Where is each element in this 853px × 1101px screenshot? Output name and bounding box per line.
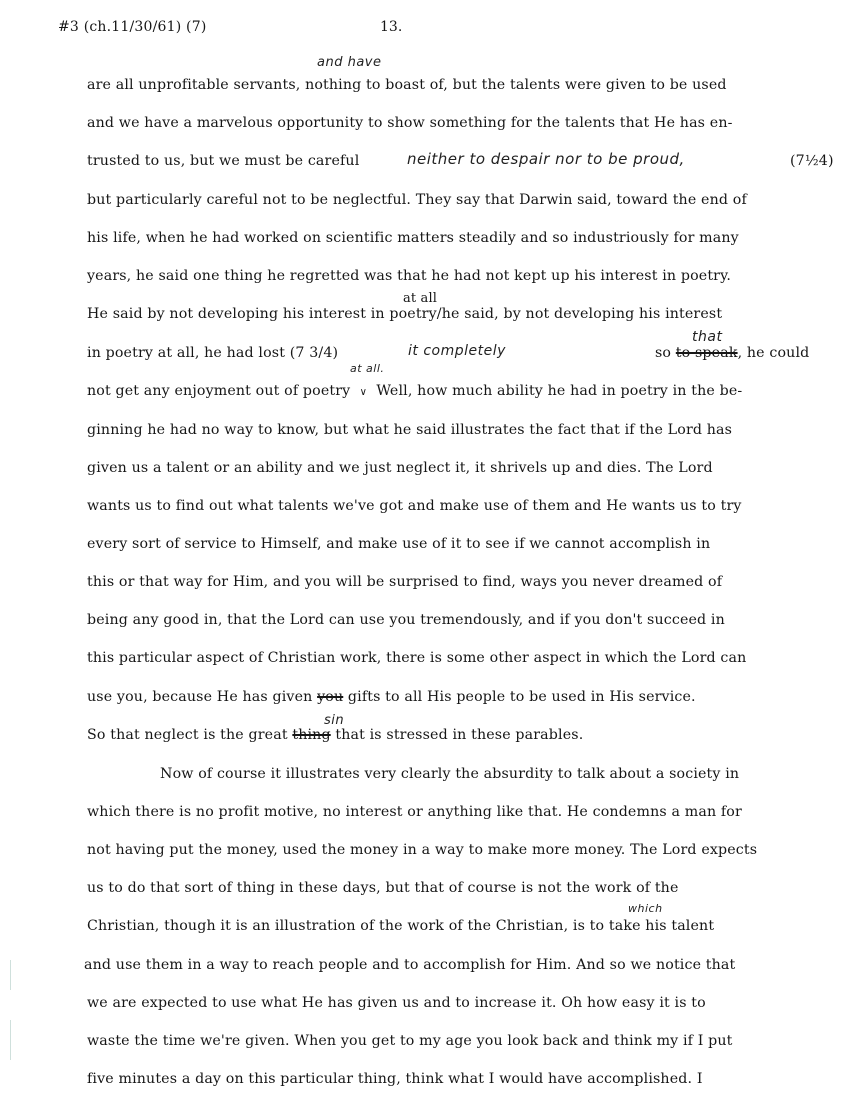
text-line: and use them in a way to reach people and to accomplish for Him. And so we notice that bbox=[84, 957, 736, 973]
text-line: which there is no profit motive, no interest or anything like that. He condemns a man for bbox=[87, 804, 742, 820]
text-segment: use you, because He has given bbox=[87, 689, 318, 705]
document-header: #3 (ch.11/30/61) (7) bbox=[58, 19, 207, 35]
struck-text: you bbox=[317, 689, 344, 705]
text-line: we are expected to use what He has given us and to increase it. Oh how easy it is to bbox=[87, 995, 706, 1011]
text-line: this particular aspect of Christian work, there is some other aspect in which the Lord can bbox=[87, 650, 747, 666]
handwritten-sin: sin bbox=[324, 713, 345, 728]
text-line: not having put the money, used the money in a way to make more money. The Lord expects bbox=[87, 842, 758, 858]
text-line bbox=[87, 727, 583, 743]
text-segment: So that neglect is the great bbox=[87, 727, 293, 743]
text-line: waste the time we're given. When you get to my age you look back and think my if I put bbox=[87, 1033, 733, 1049]
text-segment: not get any enjoyment out of poetry bbox=[87, 383, 351, 399]
text-segment: so bbox=[655, 345, 676, 361]
scan-artifact bbox=[10, 1020, 11, 1060]
handwritten-insert-and-have: and have bbox=[317, 55, 382, 70]
text-line: wants us to find out what talents we've got and make use of them and He wants us to try bbox=[87, 498, 742, 514]
text-segment: He said by not developing his interest in poetry/he bbox=[87, 306, 460, 322]
text-line: five minutes a day on this particular thing, think what I would have accomplished. I bbox=[87, 1071, 703, 1087]
text-line: us to do that sort of thing in these days, but that of course is not the work of the bbox=[87, 880, 679, 896]
text-line bbox=[87, 306, 722, 322]
text-line: every sort of service to Himself, and make use of it to see if we cannot accomplish in bbox=[87, 536, 711, 552]
handwritten-that: that bbox=[692, 329, 723, 345]
text-line bbox=[87, 689, 696, 705]
text-segment: , he could bbox=[737, 345, 810, 361]
text-line: being any good in, that the Lord can use you tremendously, and if you don't succeed in bbox=[87, 612, 725, 628]
inserted-text-at-all: at all bbox=[403, 291, 438, 306]
text-line: ginning he had no way to know, but what he said illustrates the fact that if the Lord has bbox=[87, 422, 733, 438]
page-number: 13. bbox=[380, 19, 403, 35]
text-line: but particularly careful not to be neglectful. They say that Darwin said, toward the end of bbox=[87, 192, 747, 208]
text-line: his life, when he had worked on scientific matters steadily and so industriously for many bbox=[87, 230, 739, 246]
handwritten-which: which bbox=[628, 902, 663, 915]
text-line: Christian, though it is an illustration of the work of the Christian, is to take his talent bbox=[87, 918, 715, 934]
text-line: in poetry at all, he had lost (7 3/4) bbox=[87, 345, 339, 361]
scan-artifact bbox=[10, 960, 11, 990]
handwritten-neither-to-despair: neither to despair nor to be proud, bbox=[407, 150, 685, 168]
text-segment: said, by not developing his interest bbox=[459, 306, 723, 322]
text-segment: gifts to all His people to be used in His service. bbox=[343, 689, 696, 705]
text-line bbox=[87, 383, 742, 399]
handwritten-at-all: at all. bbox=[350, 362, 385, 375]
struck-text: thing bbox=[292, 727, 331, 743]
text-line: Now of course it illustrates very clearly the absurdity to talk about a society in bbox=[160, 766, 740, 782]
text-segment: Well, how much ability he had in poetry in the be- bbox=[376, 383, 743, 399]
text-line: and we have a marvelous opportunity to show something for the talents that He has en- bbox=[87, 115, 733, 131]
text-line: this or that way for Him, and you will be surprised to find, ways you never dreamed of bbox=[87, 574, 723, 590]
text-line-end bbox=[655, 345, 809, 361]
struck-text: to speak bbox=[675, 345, 738, 361]
timestamp-tag: (7½4) bbox=[790, 153, 834, 169]
caret-mark-icon: ∨ bbox=[359, 387, 368, 398]
text-line: years, he said one thing he regretted was that he had not kept up his interest in poetry. bbox=[87, 268, 732, 284]
text-line: given us a talent or an ability and we just neglect it, it shrivels up and dies. The Lord bbox=[87, 460, 713, 476]
text-line: trusted to us, but we must be careful bbox=[87, 153, 360, 169]
handwritten-it-completely: it completely bbox=[408, 343, 506, 359]
text-line: are all unprofitable servants, nothing to boast of, but the talents were given to be used bbox=[87, 77, 727, 93]
text-segment: that is stressed in these parables. bbox=[330, 727, 584, 743]
